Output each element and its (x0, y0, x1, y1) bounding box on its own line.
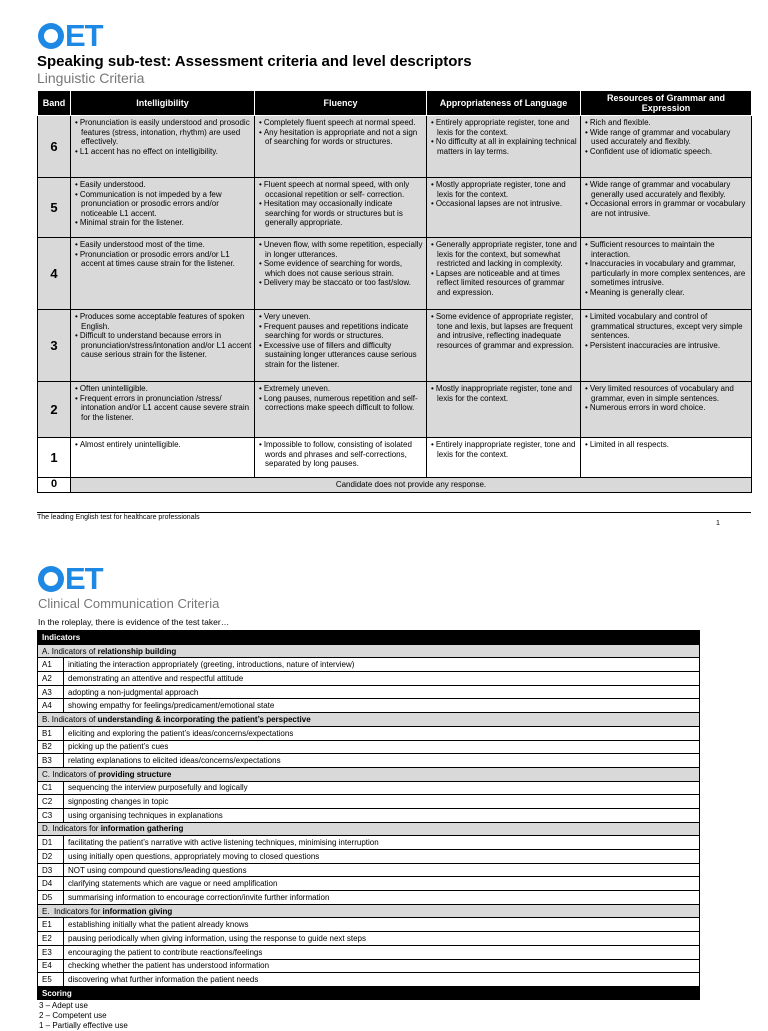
band-number: 5 (38, 178, 71, 238)
descriptor-item: • Limited vocabulary and control of grammatical structures, except very simple sentences. (583, 312, 749, 341)
descriptor-cell (71, 238, 255, 310)
descriptor-item: • Long pauses, numerous repetition and self-corrections make speech difficult to follow. (257, 394, 424, 413)
descriptor-item: • No difficulty at all in explaining technical matters in lay terms. (429, 137, 578, 156)
descriptor-cell (71, 382, 255, 438)
indicator-text: eliciting and exploring the patient’s ideas/concerns/expectations (64, 726, 700, 740)
descriptor-item: • Produces some acceptable features of spoken English. (73, 312, 252, 331)
indicator-code: B3 (38, 754, 64, 768)
descriptor-item: • Some evidence of appropriate register, tone and lexis, but lapses are frequent and intrusive, reflecting inadequate resources of grammar and expression. (429, 312, 578, 350)
indicator-row (38, 740, 700, 754)
descriptor-item: • Limited in all respects. (583, 440, 749, 450)
band-number: 2 (38, 382, 71, 438)
indicator-text: relating explanations to elicited ideas/concerns/expectations (64, 754, 700, 768)
col-header-grammar: Resources of Grammar and Expression (581, 91, 752, 116)
descriptor-item: • Numerous errors in word choice. (583, 403, 749, 413)
descriptor-item: • Entirely appropriate register, tone and lexis for the context. (429, 118, 578, 137)
band-row-zero (38, 478, 752, 493)
band-number: 6 (38, 116, 71, 178)
descriptor-item: • Meaning is generally clear. (583, 288, 749, 298)
indicator-section-title (38, 904, 700, 918)
no-response-cell: Candidate does not provide any response. (71, 478, 752, 493)
col-header-intelligibility: Intelligibility (71, 91, 255, 116)
descriptor-item: • Occasional errors in grammar or vocabulary are not intrusive. (583, 199, 749, 218)
descriptor-cell (255, 238, 427, 310)
page-title: Speaking sub-test: Assessment criteria and level descriptors (37, 53, 472, 70)
descriptor-item: • Pronunciation is easily understood and prosodic features (stress, intonation, rhythm) are used effectively. (73, 118, 252, 147)
oet-logo-text: ET (65, 18, 103, 53)
oet-logo-o-icon (38, 566, 64, 592)
section-prefix: D. Indicators for (42, 824, 101, 834)
indicator-row (38, 836, 700, 850)
scoring-item: 1 – Partially effective use (39, 1021, 128, 1030)
descriptor-cell (71, 438, 255, 478)
oet-logo (38, 18, 103, 53)
indicator-code: A3 (38, 685, 64, 699)
descriptor-item: • Pronunciation or prosodic errors and/or L1 accent at times cause strain for the listener. (73, 250, 252, 269)
descriptor-item: • Entirely inappropriate register, tone and lexis for the context. (429, 440, 578, 459)
descriptor-cell (581, 382, 752, 438)
indicator-row (38, 685, 700, 699)
descriptor-item: • Easily understood most of the time. (73, 240, 252, 250)
indicator-code: D3 (38, 863, 64, 877)
band-number: 4 (38, 238, 71, 310)
indicator-row (38, 891, 700, 905)
footer-text: The leading English test for healthcare professionals (37, 514, 200, 521)
indicator-row (38, 863, 700, 877)
indicator-code: D1 (38, 836, 64, 850)
indicator-text: encouraging the patient to contribute reactions/feelings (64, 945, 700, 959)
indicator-row (38, 754, 700, 768)
indicator-text: demonstrating an attentive and respectful attitude (64, 672, 700, 686)
indicator-row (38, 808, 700, 822)
indicator-section-title (38, 767, 700, 781)
section-focus: understanding & incorporating the patient’s perspective (97, 714, 311, 724)
indicators-table (37, 630, 700, 987)
section-focus: relationship building (97, 646, 177, 656)
band-row (38, 438, 752, 478)
descriptor-cell (255, 382, 427, 438)
indicator-code: E3 (38, 945, 64, 959)
page-number: 1 (716, 520, 720, 527)
descriptor-item: • Communication is not impeded by a few pronunciation or prosodic errors and/or noticeable L1 accent. (73, 190, 252, 219)
indicator-code: A2 (38, 672, 64, 686)
indicator-row (38, 945, 700, 959)
descriptor-cell (71, 116, 255, 178)
indicator-text: checking whether the patient has understood information (64, 959, 700, 973)
section-focus: information gathering (100, 824, 184, 834)
indicators-header-row (38, 631, 700, 645)
band-row (38, 310, 752, 382)
band-number: 1 (38, 438, 71, 478)
descriptor-item: • L1 accent has no effect on intelligibility. (73, 147, 252, 157)
oet-logo-page2 (38, 561, 103, 596)
indicator-code: D2 (38, 850, 64, 864)
indicator-text: adopting a non-judgmental approach (64, 685, 700, 699)
indicator-row (38, 918, 700, 932)
section-prefix: C. Indicators of (42, 769, 99, 779)
indicator-row (38, 726, 700, 740)
indicator-code: E4 (38, 959, 64, 973)
indicator-text: NOT using compound questions/leading questions (64, 863, 700, 877)
band-number: 0 (38, 478, 71, 493)
indicator-text: picking up the patient’s cues (64, 740, 700, 754)
descriptor-item: • Frequent pauses and repetitions indicate searching for words or structures. (257, 322, 424, 341)
indicator-row (38, 932, 700, 946)
col-header-appropriateness: Appropriateness of Language (427, 91, 581, 116)
descriptor-item: • Confident use of idiomatic speech. (583, 147, 749, 157)
scoring-item: 2 – Competent use (39, 1011, 107, 1020)
section-subtitle: Linguistic Criteria (37, 70, 145, 86)
indicator-code: E1 (38, 918, 64, 932)
descriptor-cell (427, 178, 581, 238)
footer-divider (37, 512, 751, 513)
indicator-text: establishing initially what the patient already knows (64, 918, 700, 932)
indicator-section-row (38, 644, 700, 658)
descriptor-cell (581, 438, 752, 478)
indicator-text: initiating the interaction appropriately (greeting, introductions, nature of interview) (64, 658, 700, 672)
descriptor-cell (427, 310, 581, 382)
descriptor-item: • Mostly inappropriate register, tone and lexis for the context. (429, 384, 578, 403)
indicator-row (38, 658, 700, 672)
col-header-band: Band (38, 91, 71, 116)
section-focus: providing structure (98, 769, 172, 779)
linguistic-criteria-body (38, 116, 752, 493)
indicator-row (38, 959, 700, 973)
indicators-body (38, 631, 700, 987)
indicator-row (38, 973, 700, 987)
indicator-text: using initially open questions, appropriately moving to closed questions (64, 850, 700, 864)
descriptor-item: • Impossible to follow, consisting of isolated words and phrases and self-corrections, separated by long pauses. (257, 440, 424, 469)
descriptor-item: • Frequent errors in pronunciation /stress/ intonation and/or L1 accent cause severe strain for the listener. (73, 394, 252, 423)
section-focus: information giving (102, 906, 173, 916)
linguistic-criteria-table (37, 90, 752, 493)
indicator-text: signposting changes in topic (64, 795, 700, 809)
descriptor-item: • Any hesitation is appropriate and not a sign of searching for words or structures. (257, 128, 424, 147)
descriptor-item: • Uneven flow, with some repetition, especially in longer utterances. (257, 240, 424, 259)
scoring-header: Scoring (37, 987, 700, 1000)
indicator-code: C1 (38, 781, 64, 795)
descriptor-item: • Mostly appropriate register, tone and lexis for the context. (429, 180, 578, 199)
descriptor-item: • Generally appropriate register, tone and lexis for the context, but somewhat restricted and lacking in complexity. (429, 240, 578, 269)
indicator-section-row (38, 713, 700, 727)
indicator-row (38, 850, 700, 864)
scoring-list (39, 1001, 128, 1031)
descriptor-item: • Easily understood. (73, 180, 252, 190)
descriptor-cell (581, 178, 752, 238)
indicator-text: showing empathy for feelings/predicament/emotional state (64, 699, 700, 713)
indicator-text: using organising techniques in explanations (64, 808, 700, 822)
descriptor-item: • Very limited resources of vocabulary and grammar, even in simple sentences. (583, 384, 749, 403)
scoring-item: 3 – Adept use (39, 1001, 88, 1010)
descriptor-item: • Sufficient resources to maintain the interaction. (583, 240, 749, 259)
section-prefix: B. Indicators of (42, 714, 98, 724)
indicator-row (38, 781, 700, 795)
indicator-code: B2 (38, 740, 64, 754)
descriptor-cell (255, 116, 427, 178)
descriptor-item: • Delivery may be staccato or too fast/slow. (257, 278, 424, 288)
clinical-criteria-title: Clinical Communication Criteria (38, 596, 220, 611)
descriptor-item: • Wide range of grammar and vocabulary generally used accurately and flexibly. (583, 180, 749, 199)
indicator-code: D5 (38, 891, 64, 905)
descriptor-item: • Persistent inaccuracies are intrusive. (583, 341, 749, 351)
descriptor-item: • Completely fluent speech at normal speed. (257, 118, 424, 128)
descriptor-item: • Fluent speech at normal speed, with only occasional repetition or self- correction. (257, 180, 424, 199)
indicators-header: Indicators (38, 631, 700, 645)
descriptor-cell (71, 310, 255, 382)
descriptor-item: • Minimal strain for the listener. (73, 218, 252, 228)
descriptor-item: • Hesitation may occasionally indicate searching for words or structures but is generally appropriate. (257, 199, 424, 228)
indicator-row (38, 795, 700, 809)
col-header-fluency: Fluency (255, 91, 427, 116)
descriptor-cell (427, 238, 581, 310)
indicator-code: D4 (38, 877, 64, 891)
indicator-text: discovering what further information the patient needs (64, 973, 700, 987)
indicator-section-row (38, 904, 700, 918)
indicator-text: summarising information to encourage correction/invite further information (64, 891, 700, 905)
descriptor-cell (427, 116, 581, 178)
descriptor-item: • Very uneven. (257, 312, 424, 322)
indicator-code: C2 (38, 795, 64, 809)
descriptor-cell (581, 310, 752, 382)
descriptor-item: • Inaccuracies in vocabulary and grammar, particularly in more complex sentences, are sometimes intrusive. (583, 259, 749, 288)
descriptor-item: • Occasional lapses are not intrusive. (429, 199, 578, 209)
descriptor-cell (581, 238, 752, 310)
descriptor-cell (581, 116, 752, 178)
indicator-text: pausing periodically when giving information, using the response to guide next steps (64, 932, 700, 946)
oet-logo-text: ET (65, 561, 103, 596)
indicator-code: B1 (38, 726, 64, 740)
descriptor-item: • Excessive use of fillers and difficulty sustaining longer utterances cause serious strain for the listener. (257, 341, 424, 370)
section-prefix: A. Indicators of (42, 646, 98, 656)
band-row (38, 116, 752, 178)
descriptor-item: • Wide range of grammar and vocabulary used accurately and flexibly. (583, 128, 749, 147)
oet-logo-o-icon (38, 23, 64, 49)
descriptor-cell (71, 178, 255, 238)
band-number: 3 (38, 310, 71, 382)
descriptor-cell (255, 310, 427, 382)
descriptor-item: • Difficult to understand because errors in pronunciation/stress/intonation and/or L1 accent cause serious strain for the listener. (73, 331, 252, 360)
indicator-section-row (38, 822, 700, 836)
indicator-row (38, 672, 700, 686)
indicator-row (38, 699, 700, 713)
indicator-code: E2 (38, 932, 64, 946)
descriptor-cell (255, 178, 427, 238)
indicator-row (38, 877, 700, 891)
indicator-text: sequencing the interview purposefully and logically (64, 781, 700, 795)
descriptor-cell (427, 382, 581, 438)
indicator-code: E5 (38, 973, 64, 987)
descriptor-item: • Often unintelligible. (73, 384, 252, 394)
indicator-section-title (38, 644, 700, 658)
band-row (38, 238, 752, 310)
descriptor-cell (255, 438, 427, 478)
indicator-section-title (38, 713, 700, 727)
band-row (38, 178, 752, 238)
indicator-code: A4 (38, 699, 64, 713)
descriptor-item: • Almost entirely unintelligible. (73, 440, 252, 450)
indicator-text: facilitating the patient’s narrative with active listening techniques, minimising interruption (64, 836, 700, 850)
section-prefix: E. Indicators for (42, 906, 103, 916)
band-row (38, 382, 752, 438)
indicator-text: clarifying statements which are vague or need amplification (64, 877, 700, 891)
descriptor-item: • Some evidence of searching for words, which does not cause serious strain. (257, 259, 424, 278)
indicator-code: A1 (38, 658, 64, 672)
descriptor-item: • Extremely uneven. (257, 384, 424, 394)
descriptor-item: • Lapses are noticeable and at times reflect limited resources of grammar and expression. (429, 269, 578, 298)
indicator-section-row (38, 767, 700, 781)
indicator-section-title (38, 822, 700, 836)
clinical-criteria-intro: In the roleplay, there is evidence of the test taker… (38, 617, 230, 627)
descriptor-item: • Rich and flexible. (583, 118, 749, 128)
indicator-code: C3 (38, 808, 64, 822)
descriptor-cell (427, 438, 581, 478)
